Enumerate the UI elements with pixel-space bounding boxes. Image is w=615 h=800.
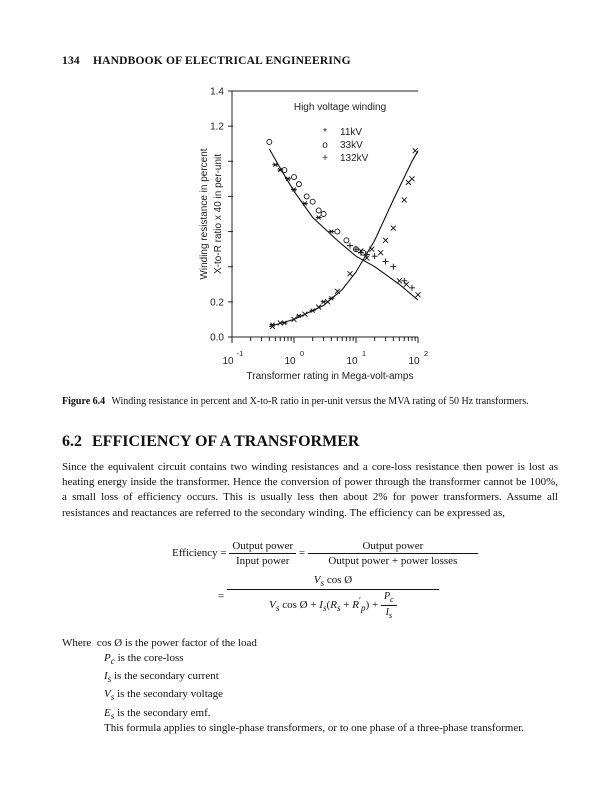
data-point-x — [391, 226, 396, 231]
data-point-33kV — [321, 212, 326, 217]
figure-caption — [62, 394, 558, 409]
where-text: is the power factor of the load — [122, 637, 257, 649]
eq-equals-3: = — [218, 590, 225, 603]
data-point-11kV — [316, 216, 322, 220]
where-sym: E — [104, 706, 111, 719]
page-number: 134 — [62, 55, 80, 67]
x-tick-label — [408, 349, 428, 367]
closing-sentence: This formula applies to single-phase transformers, or to one phase of a three-phase transformer. — [104, 722, 525, 734]
data-point-x — [416, 292, 421, 297]
eq-var-i: I — [319, 599, 323, 612]
x-tick-label — [222, 349, 243, 367]
section-number: 6.2 — [62, 433, 82, 450]
x-tick-base: 10 — [408, 356, 420, 367]
where-text: is the secondary voltage — [114, 688, 224, 701]
chart-markers — [267, 139, 421, 329]
data-point-132kV — [353, 246, 359, 252]
eq-fraction-4 — [381, 591, 397, 620]
where-sym: cos Ø — [96, 637, 123, 649]
where-sym: P — [104, 652, 111, 664]
eq-f3-num — [227, 574, 439, 590]
data-point-132kV — [390, 264, 396, 270]
data-point-33kV — [304, 194, 309, 199]
section-heading — [62, 433, 359, 451]
y-axis-label-1: Winding resistance in percent — [199, 148, 210, 280]
chart-ticks — [210, 87, 428, 368]
data-point-132kV — [401, 278, 407, 284]
data-point-33kV — [292, 175, 297, 180]
where-row-1 — [62, 651, 257, 669]
where-sym: I — [104, 670, 108, 683]
y-tick-label: 1.4 — [210, 86, 224, 98]
data-point-33kV — [296, 182, 301, 187]
eq-sub-s2: s — [275, 603, 280, 614]
figure-caption-text: Winding resistance in percent and X-to-R ratio in per-unit versus the MVA rating of 50 Hz transformers. — [111, 396, 529, 407]
legend-marker: + — [322, 153, 328, 164]
eq-fraction-1 — [229, 540, 296, 567]
eq-f2-den: Output power + power losses — [328, 555, 458, 567]
data-point-x — [347, 271, 352, 276]
data-point-132kV — [372, 253, 378, 259]
where-list — [62, 636, 257, 724]
data-point-33kV — [316, 208, 321, 213]
x-tick-label — [284, 349, 304, 367]
data-point-x — [302, 312, 307, 317]
data-point-132kV — [347, 243, 353, 249]
eq-prime: ′ — [358, 595, 361, 606]
eq-sub-s5: s — [388, 611, 393, 621]
eq-cos2: cos Ø + — [282, 599, 320, 612]
eq-var-rp: R — [352, 599, 359, 612]
data-point-x — [409, 176, 414, 181]
data-point-33kV — [267, 139, 272, 144]
y-tick-label: 0.2 — [210, 297, 224, 309]
x-tick-exponent: 1 — [361, 349, 367, 358]
data-point-33kV — [310, 199, 315, 204]
x-tick-base: 10 — [284, 356, 296, 367]
y-tick-label: 1.2 — [210, 121, 224, 133]
data-point-132kV — [409, 285, 415, 291]
eq-paren-open: ( — [326, 599, 331, 612]
eq-plus: + — [340, 599, 353, 612]
legend-marker: o — [322, 140, 328, 151]
figure-chart — [0, 0, 615, 392]
legend-marker: * — [323, 127, 327, 138]
body-paragraph: Since the equivalent circuit contains two winding resistances and a core-loss resistance then power is lost as heating energy inside the transformer. Hence the conversion of power through the transformer cannot be 100%, a small loss of efficiency occurs. This is usually less then about 2% for power transformers. Assume all resistances and reactances are referred to the secondary winding. The efficiency can be expressed as, — [62, 461, 558, 519]
data-point-x — [404, 282, 409, 287]
eq-paren-close: ) + — [365, 599, 379, 612]
eq-fraction-3 — [227, 574, 439, 620]
chart-labels — [199, 102, 413, 382]
eq-f4-den — [381, 606, 397, 620]
figure-label: Figure 6.4 — [62, 396, 106, 407]
eq-fraction-2 — [308, 540, 478, 567]
legend-label: 132kV — [340, 153, 369, 164]
where-sub: s — [110, 692, 115, 703]
data-point-x — [397, 278, 402, 283]
eq-lhs: Efficiency — [172, 547, 218, 560]
where-row-0 — [62, 636, 257, 651]
x-tick-label — [346, 349, 366, 367]
eq-var-p: P — [383, 591, 391, 603]
where-row-3 — [62, 687, 257, 705]
eq-sub-s3: s — [322, 603, 327, 614]
data-point-x — [402, 197, 407, 202]
where-lead: Where — [62, 637, 92, 649]
x-tick-base: 10 — [222, 356, 234, 367]
eq-cos: cos Ø — [326, 574, 353, 586]
equation-line-1 — [172, 540, 478, 567]
where-text: is the core-loss — [114, 652, 184, 664]
legend-label: 11kV — [340, 127, 363, 138]
eq-f2-num: Output power — [308, 540, 478, 554]
eq-sub-c: c — [390, 595, 394, 605]
eq-equals-1: = — [220, 547, 227, 560]
x-tick-exponent: -1 — [236, 349, 244, 358]
eq-sub-s4: s — [336, 603, 341, 614]
y-tick-label: 0.0 — [210, 332, 224, 344]
where-row-2 — [62, 669, 257, 687]
data-point-132kV — [383, 258, 389, 264]
x-tick-exponent: 0 — [299, 349, 305, 358]
section-title: EFFICIENCY OF A TRANSFORMER — [92, 433, 360, 450]
eq-var-is: I — [385, 607, 389, 619]
where-sym: V — [104, 688, 111, 701]
where-sub: c — [110, 656, 115, 667]
data-point-11kV — [302, 201, 308, 205]
data-point-x — [378, 250, 383, 255]
y-axis-label-2: X-to-R ratio x 40 in per-unit — [213, 153, 224, 275]
resistance-curve — [269, 149, 418, 300]
eq-f3-den — [227, 590, 439, 620]
where-sub: s — [110, 710, 115, 721]
eq-var-v2: V — [269, 599, 276, 612]
eq-var-v: V — [313, 574, 321, 586]
x-tick-base: 10 — [346, 356, 358, 367]
eq-sub-s: s — [320, 578, 325, 589]
where-text: is the secondary current — [111, 670, 219, 683]
eq-var-r: R — [330, 599, 337, 612]
data-point-x — [413, 148, 418, 153]
where-sub: s — [107, 674, 112, 685]
x-tick-exponent: 2 — [423, 349, 429, 358]
eq-f1-num: Output power — [229, 540, 296, 554]
running-title: HANDBOOK OF ELECTRICAL ENGINEERING — [92, 55, 351, 67]
x-axis-label: Transformer rating in Mega-volt-amps — [246, 371, 414, 382]
data-point-33kV — [344, 238, 349, 243]
legend-label: 33kV — [340, 140, 363, 151]
data-point-33kV — [335, 229, 340, 234]
eq-equals-2: = — [298, 547, 306, 560]
equation-line-2 — [218, 574, 439, 620]
eq-f4-num — [381, 591, 397, 606]
eq-f1-den: Input power — [235, 555, 290, 567]
data-point-x — [383, 238, 388, 243]
chart-title: High voltage winding — [293, 102, 387, 113]
where-text: is the secondary emf. — [114, 706, 211, 719]
eq-sub-p: p — [361, 603, 366, 614]
